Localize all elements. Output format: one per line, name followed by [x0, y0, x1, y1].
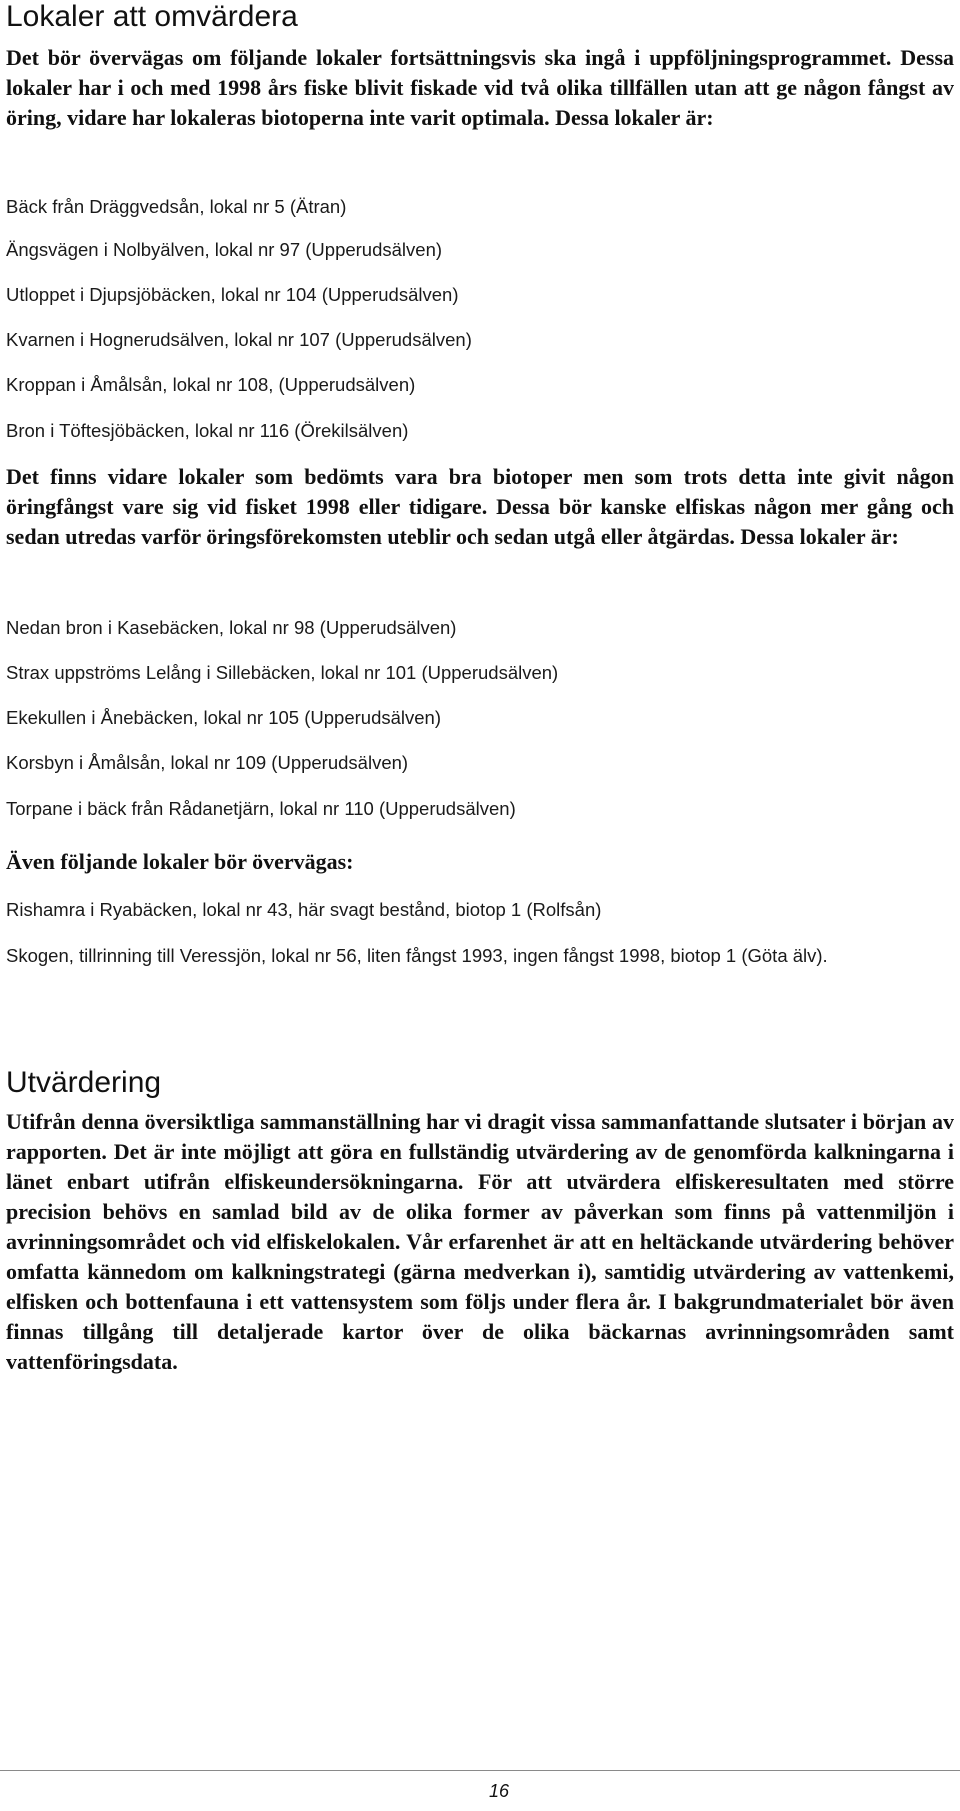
list-item: Kvarnen i Hognerudsälven, lokal nr 107 (Upperudsälven) [6, 329, 472, 350]
list-item: Rishamra i Ryabäcken, lokal nr 43, här svagt bestånd, biotop 1 (Rolfsån) [6, 899, 602, 920]
list-item: Korsbyn i Åmålsån, lokal nr 109 (Upperudsälven) [6, 752, 409, 773]
evaluation-paragraph: Utifrån denna översiktliga sammanställning har vi dragit vissa sammanfattande slutsater i början av rapporten. Det är inte möjligt att göra en fullständig utvärdering av de genomförda kalkningarna i länet enbart utifrån elfiskeundersökningarna. För att utvärdera elfiskeresultaten med större precision behövs en samlad bild av de olika former av påverkan som finns på vattenmiljön i avrinningsområdet och vid elfiskelokalen. Vår erfarenhet är att en heltäckande utvärdering behöver omfatta kännedom om kalkningstrategi (gärna medverkan i), samtidig utvärdering av vattenkemi, elfisken och bottenfauna i ett vattensystem som följs under flera år. I bakgrundmaterialet bör även finnas tillgång till detaljerade kartor över de olika bäckarnas avrinningsområden samt vattenföringsdata. [6, 1109, 954, 1374]
list-item: Torpane i bäck från Rådanetjärn, lokal nr 110 (Upperudsälven) [6, 798, 516, 819]
list-item: Bäck från Dräggvedsån, lokal nr 5 (Ätran) [6, 196, 347, 217]
list-item: Skogen, tillrinning till Veressjön, lokal nr 56, liten fångst 1993, ingen fångst 1998, biotop 1 (Göta älv). [6, 945, 828, 966]
section-title-lokaler: Lokaler att omvärdera [6, 0, 298, 33]
note-paragraph: Det finns vidare lokaler som bedömts vara bra biotoper men som trots detta inte givit någon öringfångst vare sig vid fisket 1998 eller tidigare. Dessa bör kanske elfiskas någon mer gång och sedan utredas varför öringsförekomsten uteblir och sedan utgå eller åtgärdas. Dessa lokaler är: [6, 464, 954, 549]
list-item: Nedan bron i Kasebäcken, lokal nr 98 (Upperudsälven) [6, 617, 457, 638]
footer-divider [0, 1770, 960, 1771]
section-title-utvardering: Utvärdering [6, 1066, 162, 1099]
list-item: Utloppet i Djupsjöbäcken, lokal nr 104 (Upperudsälven) [6, 284, 459, 305]
intro-paragraph: Det bör övervägas om följande lokaler fortsättningsvis ska ingå i uppföljningsprogrammet. Dessa lokaler har i och med 1998 års fiske blivit fiskade vid två olika tillfällen utan att ge någon fångst av öring, vidare har lokaleras biotoperna inte varit optimala. Dessa lokaler är: [6, 45, 954, 130]
subheading: Även följande lokaler bör övervägas: [6, 849, 354, 874]
list-item: Strax uppströms Lelång i Sillebäcken, lokal nr 101 (Upperudsälven) [6, 662, 559, 683]
list-item: Bron i Töftesjöbäcken, lokal nr 116 (Örekilsälven) [6, 420, 409, 441]
page-number: 16 [488, 1781, 510, 1801]
list-item: Ekekullen i Ånebäcken, lokal nr 105 (Upperudsälven) [6, 707, 442, 728]
list-item: Kroppan i Åmålsån, lokal nr 108, (Upperudsälven) [6, 374, 416, 395]
list-item: Ängsvägen i Nolbyälven, lokal nr 97 (Upperudsälven) [6, 239, 443, 260]
